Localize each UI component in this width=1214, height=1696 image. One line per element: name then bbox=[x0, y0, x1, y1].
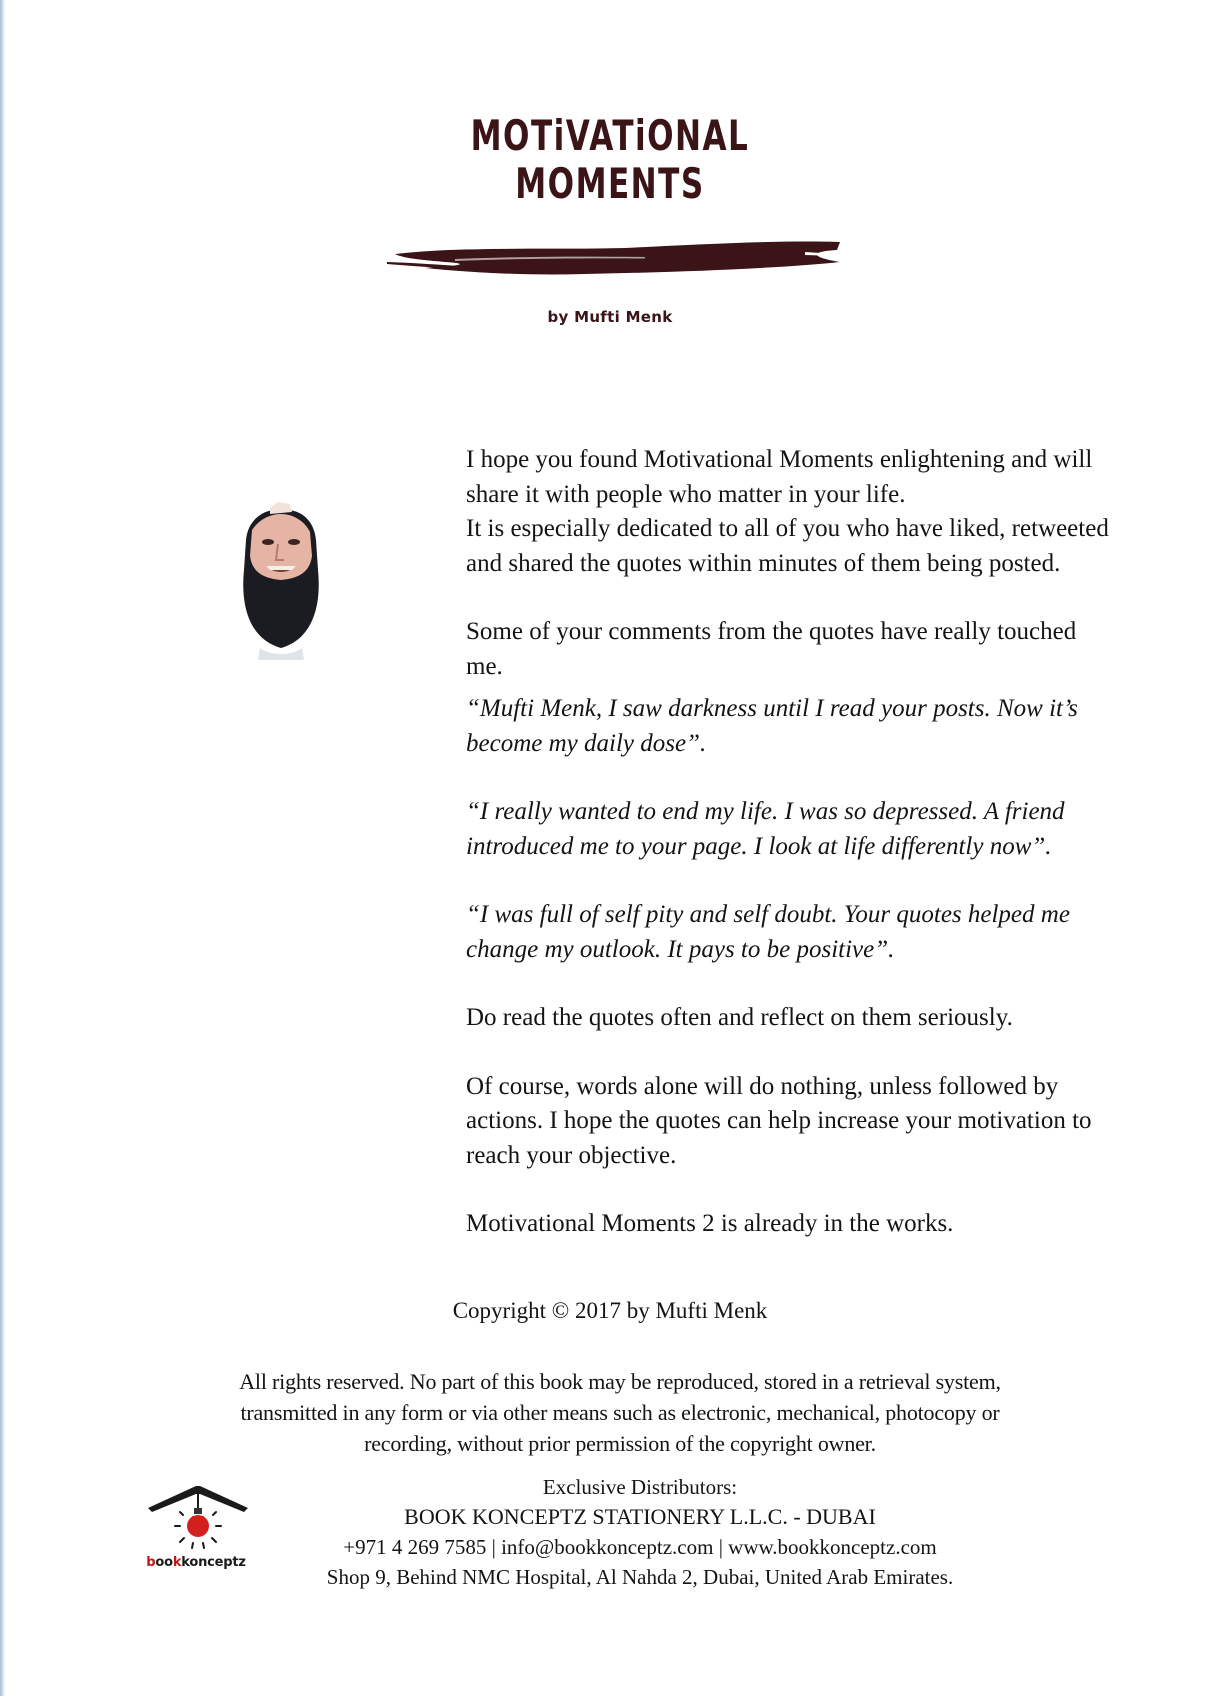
distributors-label: Exclusive Distributors: bbox=[542, 1475, 738, 1499]
rights-line-2: transmitted in any form or via other means such as electronic, mechanical, photocopy or bbox=[240, 1400, 1000, 1425]
logo-text-part2: konceptz bbox=[181, 1555, 246, 1570]
distributor-website: www.bookkonceptz.com bbox=[728, 1535, 937, 1559]
bookkonceptz-logo-text bbox=[136, 1555, 256, 1570]
bookkonceptz-logo-icon bbox=[138, 1480, 258, 1590]
title-line-2: MOMENTS bbox=[515, 159, 705, 208]
reader-quote-1: “Mufti Menk, I saw darkness until I read your posts. Now it’s become my daily dose”. bbox=[466, 695, 1078, 757]
page-edge-shadow bbox=[0, 0, 5, 1696]
paragraph-actions: Of course, words alone will do nothing, unless followed by actions. I hope the quotes can help increase your motivation to reach your objective. bbox=[466, 1072, 1092, 1169]
book-title bbox=[380, 112, 840, 208]
brush-stroke-decoration bbox=[385, 232, 845, 282]
distributor-phone: +971 4 269 7585 bbox=[343, 1535, 487, 1559]
contact-separator: | bbox=[491, 1535, 496, 1559]
paragraph-dedication: It is especially dedicated to all of you who have liked, retweeted and shared the quotes within minutes of them being posted. bbox=[466, 515, 1109, 577]
distributor-email: info@bookkonceptz.com bbox=[501, 1535, 714, 1559]
rights-line-1: All rights reserved. No part of this book may be reproduced, stored in a retrieval system, bbox=[239, 1369, 1001, 1394]
distributor-address: Shop 9, Behind NMC Hospital, Al Nahda 2, Dubai, United Arab Emirates. bbox=[326, 1565, 954, 1589]
paragraph-comments: Some of your comments from the quotes have really touched me. bbox=[466, 618, 1077, 680]
reader-quote-2: “I really wanted to end my life. I was so depressed. A friend introduced me to your page. I look at life differently now”. bbox=[466, 798, 1065, 860]
distributor-contact bbox=[280, 1532, 1000, 1562]
letter-body bbox=[466, 443, 1116, 1242]
logo-text-part1: oo bbox=[155, 1555, 173, 1570]
paragraph-reflect: Do read the quotes often and reflect on them seriously. bbox=[466, 1004, 1013, 1031]
reader-quote-3: “I was full of self pity and self doubt. Your quotes helped me change my outlook. It pays to be positive”. bbox=[466, 901, 1070, 963]
contact-separator: | bbox=[718, 1535, 723, 1559]
logo-text-accent: k bbox=[172, 1555, 182, 1570]
title-line-1: MOTiVATiONAL bbox=[470, 111, 750, 160]
author-byline: by Mufti Menk bbox=[547, 308, 673, 326]
paragraph-sequel: Motivational Moments 2 is already in the works. bbox=[466, 1210, 954, 1237]
logo-text-b: b bbox=[146, 1555, 156, 1570]
distributor-company: BOOK KONCEPTZ STATIONERY L.L.C. - DUBAI bbox=[404, 1504, 876, 1529]
author-portrait-image bbox=[226, 500, 336, 660]
distributor-info bbox=[280, 1472, 1000, 1592]
rights-line-3: recording, without prior permission of the copyright owner. bbox=[364, 1431, 876, 1456]
paragraph-intro: I hope you found Motivational Moments enlightening and will share it with people who matter in your life. bbox=[466, 446, 1093, 508]
rights-statement bbox=[150, 1366, 1090, 1459]
copyright-notice: Copyright © 2017 by Mufti Menk bbox=[452, 1298, 768, 1323]
